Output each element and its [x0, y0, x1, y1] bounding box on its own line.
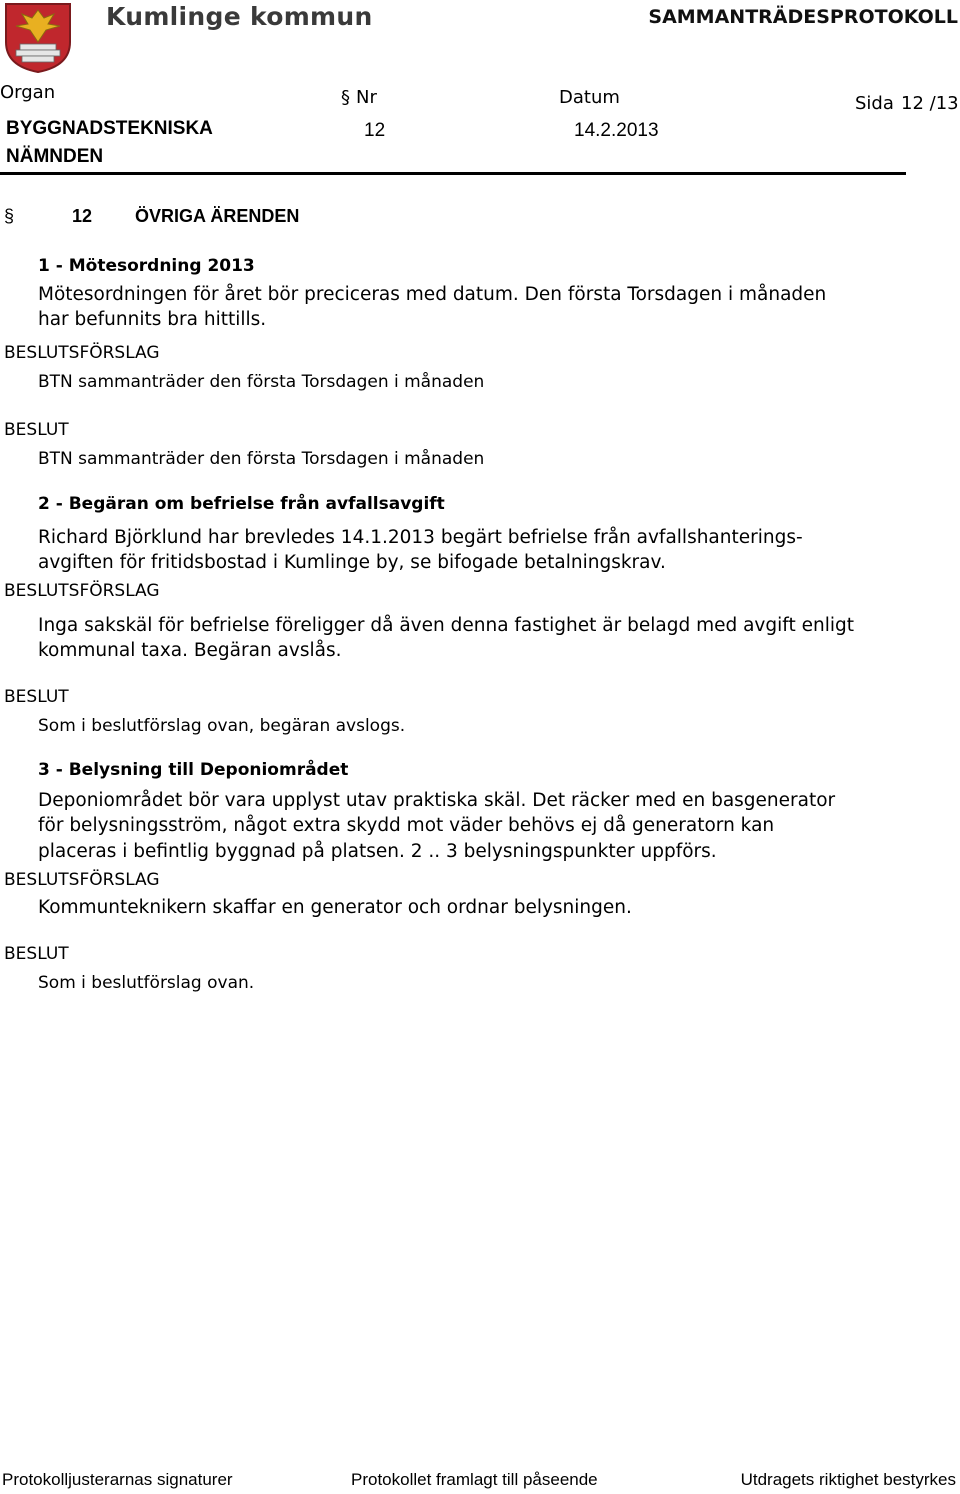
page-label: Sida — [855, 93, 894, 114]
item-2-title: 2 - Begäran om befrielse från avfallsavgift — [38, 494, 445, 514]
header-divider — [0, 172, 906, 175]
municipality-crest — [2, 2, 74, 74]
footer-certified: Utdragets riktighet bestyrkes — [740, 1470, 956, 1489]
item-2-text-line1: Richard Björklund har brevledes 14.1.2013 begärt befrielse från avfallshanterings- — [38, 527, 803, 548]
item-2-proposal-line1: Inga sakskäl för befrielse föreligger då även denna fastighet är belagd med avgift enligt — [38, 615, 854, 636]
item-2-text-line2: avgiften för fritidsbostad i Kumlinge by, se bifogade betalningskrav. — [38, 552, 666, 573]
municipality-name: Kumlinge kommun — [106, 2, 373, 31]
item-3-text-line1: Deponiområdet bör vara upplyst utav praktiska skäl. Det räcker med en basgenerator — [38, 790, 836, 811]
item-3-decision-label: BESLUT — [4, 944, 69, 964]
date-label: Datum — [559, 87, 620, 108]
item-3-proposal: Kommunteknikern skaffar en generator och ordnar belysningen. — [38, 897, 632, 918]
section-title: ÖVRIGA ÄRENDEN — [135, 206, 300, 226]
item-1-decision-label: BESLUT — [4, 420, 69, 440]
section-symbol: § — [4, 206, 15, 226]
nr-value: 12 — [364, 120, 386, 141]
nr-section-symbol: § — [341, 87, 350, 108]
item-3-proposal-label: BESLUTSFÖRSLAG — [4, 870, 160, 890]
item-3-text-line2: för belysningsström, något extra skydd mot väder behövs ej då generatorn kan — [38, 815, 775, 836]
organ-value-line1: BYGGNADSTEKNISKA — [6, 118, 213, 139]
item-2-decision: Som i beslutförslag ovan, begäran avslogs. — [38, 716, 406, 736]
document-type: SAMMANTRÄDESPROTOKOLL — [648, 6, 958, 28]
footer-signatures: Protokolljusterarnas signaturer — [2, 1470, 233, 1489]
item-1-text-line2: har befunnits bra hittills. — [38, 309, 267, 330]
item-1-proposal: BTN sammanträder den första Torsdagen i månaden — [38, 372, 485, 392]
item-1-proposal-label: BESLUTSFÖRSLAG — [4, 343, 160, 363]
item-3-decision: Som i beslutförslag ovan. — [38, 973, 255, 993]
item-1-decision: BTN sammanträder den första Torsdagen i månaden — [38, 449, 485, 469]
date-value: 14.2.2013 — [574, 120, 659, 141]
item-3-text-line3: placeras i befintlig byggnad på platsen. 2 .. 3 belysningspunkter uppförs. — [38, 841, 717, 862]
section-number: 12 — [72, 206, 93, 226]
nr-label: Nr — [356, 87, 377, 108]
page-value: 12 /13 — [901, 93, 959, 114]
footer-presented: Protokollet framlagt till påseende — [351, 1470, 598, 1489]
item-2-proposal-label: BESLUTSFÖRSLAG — [4, 581, 160, 601]
item-2-proposal-line2: kommunal taxa. Begäran avslås. — [38, 640, 342, 661]
item-2-decision-label: BESLUT — [4, 687, 69, 707]
item-3-title: 3 - Belysning till Deponiområdet — [38, 760, 349, 780]
organ-label: Organ — [0, 82, 56, 103]
organ-value-line2: NÄMNDEN — [6, 146, 104, 167]
item-1-text-line1: Mötesordningen för året bör preciceras med datum. Den första Torsdagen i månaden — [38, 284, 827, 305]
item-1-title: 1 - Mötesordning 2013 — [38, 256, 255, 276]
